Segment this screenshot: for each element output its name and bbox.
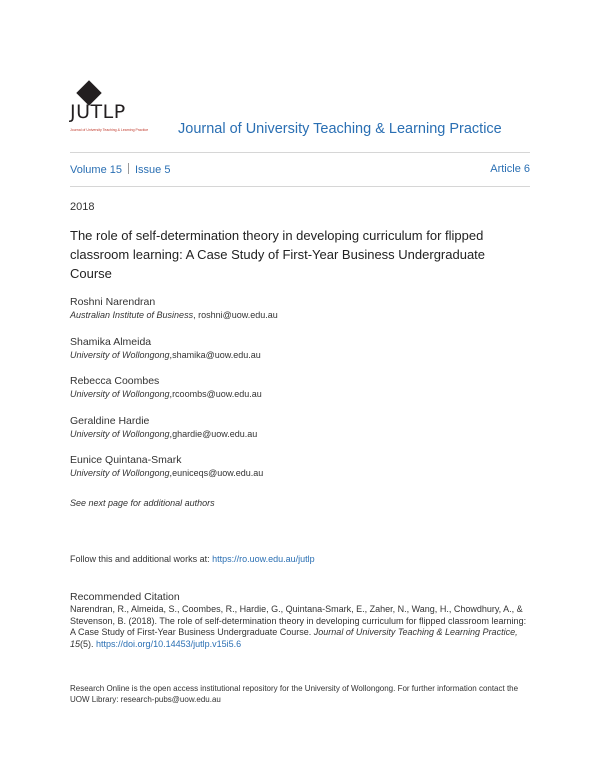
publication-year: 2018 bbox=[70, 201, 95, 213]
journal-title-link[interactable]: Journal of University Teaching & Learning Practice bbox=[178, 121, 502, 137]
affiliation-separator: , bbox=[169, 428, 173, 439]
follow-line bbox=[70, 554, 315, 564]
affiliation-separator: , bbox=[169, 349, 173, 360]
follow-text: Follow this and additional works at: bbox=[70, 554, 213, 564]
see-next-page-note: See next page for additional authors bbox=[70, 498, 215, 508]
citation-journal: Journal of University Teaching & Learning Practice, 15 bbox=[70, 627, 518, 649]
author-email: shamika@uow.edu.au bbox=[172, 349, 261, 360]
doi-link[interactable]: https://doi.org/10.14453/jutlp.v15i5.6 bbox=[96, 638, 242, 649]
affiliation-separator: , bbox=[169, 389, 173, 399]
author-name: Geraldine Hardie bbox=[70, 414, 150, 427]
author-email: rcoombs@uow.edu.au bbox=[172, 389, 262, 399]
issue-line bbox=[70, 163, 170, 176]
logo-text: JUTLP bbox=[70, 101, 126, 123]
author-affiliation: University of Wollongong bbox=[70, 389, 170, 399]
author-affiliation-line bbox=[70, 349, 530, 362]
repository-footer: Research Online is the open access institutional repository for the University of Wollongong. For further information contact the UOW Library: research-pubs@uow.edu.au bbox=[70, 684, 519, 704]
author-entry bbox=[70, 454, 530, 494]
repository-link[interactable]: https://ro.uow.edu.au/jutlp bbox=[212, 554, 315, 564]
author-affiliation: University of Wollongong bbox=[70, 468, 170, 478]
citation-text: Narendran, R., Almeida, S., Coombes, R., Hardie, G., Quintana-Smark, E., Zaher, N., Wang, H., Chowdhury, A., & Stevenson, B. (2018). The role of self-determination theory in developing curriculum for flipped classroom learning: A Case Study of First-Year Business Undergraduate Course. bbox=[70, 604, 527, 637]
author-affiliation: University of Wollongong bbox=[70, 349, 170, 360]
volume-link[interactable]: Volume 15 bbox=[70, 164, 122, 176]
author-name: Rebecca Coombes bbox=[70, 375, 160, 387]
author-email: roshni@uow.edu.au bbox=[198, 310, 278, 320]
author-entry bbox=[70, 336, 530, 376]
jutlp-logo bbox=[70, 80, 149, 140]
affiliation-separator: , bbox=[169, 468, 173, 478]
author-affiliation-line bbox=[70, 309, 530, 322]
article-number-link[interactable]: Article 6 bbox=[490, 163, 530, 175]
author-email: ghardie@uow.edu.au bbox=[172, 428, 258, 439]
author-name: Eunice Quintana-Smark bbox=[70, 454, 182, 466]
recommended-citation bbox=[70, 604, 532, 650]
divider bbox=[70, 186, 530, 187]
issue-link[interactable]: Issue 5 bbox=[134, 164, 171, 176]
citation-issue: (5). bbox=[80, 638, 97, 649]
paper-title: The role of self-determination theory in developing curriculum for flipped classroom learning: A Case Study of First-Year Business Undergraduate Course bbox=[70, 228, 486, 281]
logo-subtitle: Journal of University Teaching & Learning Practice bbox=[70, 128, 149, 132]
divider bbox=[70, 152, 530, 153]
author-affiliation-line bbox=[70, 428, 530, 441]
author-entry bbox=[70, 375, 530, 415]
author-affiliation-line bbox=[70, 467, 530, 480]
author-affiliation: Australian Institute of Business bbox=[70, 310, 194, 320]
author-email: euniceqs@uow.edu.au bbox=[172, 468, 264, 478]
author-list bbox=[70, 296, 530, 494]
affiliation-separator: , bbox=[193, 310, 199, 320]
recommended-citation-heading: Recommended Citation bbox=[70, 591, 180, 603]
author-affiliation-line bbox=[70, 388, 530, 401]
separator bbox=[128, 163, 129, 174]
author-entry bbox=[70, 296, 530, 336]
author-name: Shamika Almeida bbox=[70, 335, 152, 348]
author-entry bbox=[70, 415, 530, 455]
author-name: Roshni Narendran bbox=[70, 296, 156, 308]
author-affiliation: University of Wollongong bbox=[70, 428, 170, 439]
